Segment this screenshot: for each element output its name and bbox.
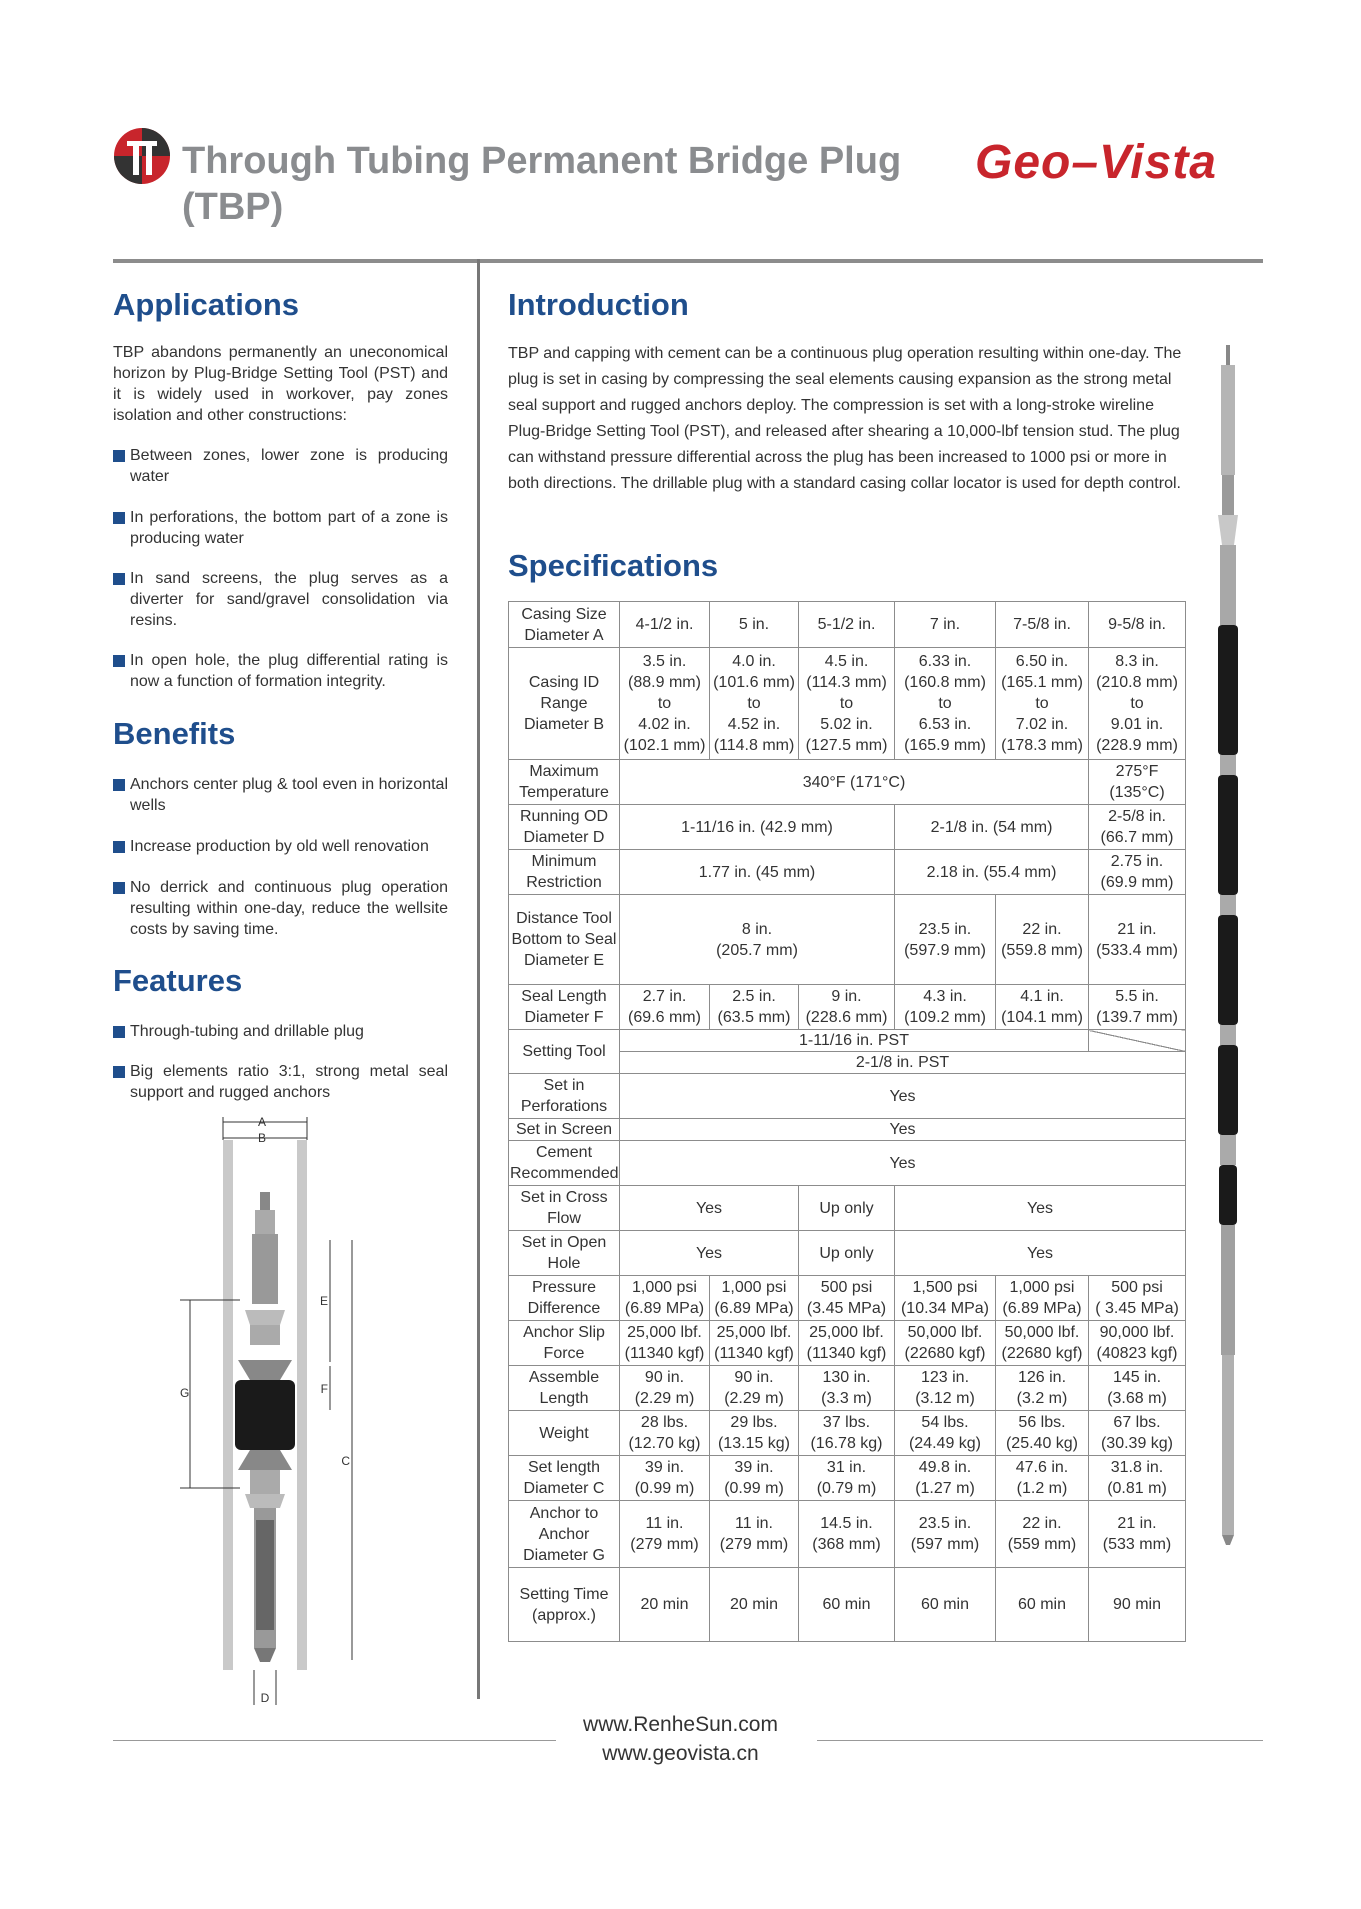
table-row — [509, 850, 1186, 895]
table-cell: Up only — [799, 1186, 895, 1231]
table-row — [509, 1186, 1186, 1231]
table-cell: 31 in. (0.79 m) — [799, 1456, 895, 1501]
table-cell: 5.5 in. (139.7 mm) — [1089, 985, 1186, 1030]
bullet-icon — [113, 1026, 125, 1038]
label-c: C — [341, 1454, 350, 1468]
table-cell: Up only — [799, 1231, 895, 1276]
table-cell: 2.75 in. (69.9 mm) — [1089, 850, 1186, 895]
table-cell: 4.0 in. (101.6 mm) to 4.52 in. (114.8 mm) — [710, 648, 799, 760]
table-cell: 60 min — [895, 1568, 996, 1642]
table-cell: 8 in. (205.7 mm) — [620, 895, 895, 985]
table-cell-empty — [1089, 1030, 1186, 1052]
table-cell: 22 in. (559.8 mm) — [996, 895, 1089, 985]
table-cell: 126 in. (3.2 m) — [996, 1366, 1089, 1411]
row-label: Set length Diameter C — [509, 1456, 620, 1501]
table-cell: 56 lbs. (25.40 kg) — [996, 1411, 1089, 1456]
list-item: In sand screens, the plug serves as a diverter for sand/gravel consolidation via resins. — [113, 568, 448, 631]
footer-url-2[interactable]: www.geovista.cn — [602, 1742, 759, 1765]
table-cell: 1-11/16 in. (42.9 mm) — [620, 805, 895, 850]
table-row — [509, 1501, 1186, 1568]
table-cell: 500 psi ( 3.45 MPa) — [1089, 1276, 1186, 1321]
table-cell: 145 in. (3.68 m) — [1089, 1366, 1186, 1411]
table-cell: 1.77 in. (45 mm) — [620, 850, 895, 895]
row-label: Seal Length Diameter F — [509, 985, 620, 1030]
table-cell: 50,000 lbf. (22680 kgf) — [895, 1321, 996, 1366]
label-f: F — [320, 1382, 328, 1396]
specifications-heading: Specifications — [508, 548, 719, 583]
list-item: In perforations, the bottom part of a zone is producing water — [113, 507, 448, 549]
table-row — [509, 1411, 1186, 1456]
table-cell: Yes — [620, 1141, 1186, 1186]
table-row — [509, 895, 1186, 985]
table-cell: 39 in. (0.99 m) — [620, 1456, 710, 1501]
table-row — [509, 1030, 1186, 1052]
list-item: Through-tubing and drillable plug — [113, 1021, 448, 1042]
page-title: Through Tubing Permanent Bridge Plug (TBP) — [182, 140, 902, 228]
label-b: B — [257, 1131, 267, 1145]
bullet-icon — [113, 450, 125, 462]
table-cell: 20 min — [710, 1568, 799, 1642]
row-label: Weight — [509, 1411, 620, 1456]
label-a: A — [257, 1115, 267, 1129]
row-label: Minimum Restriction — [509, 850, 620, 895]
table-cell: 123 in. (3.12 m) — [895, 1366, 996, 1411]
table-cell: 3.5 in. (88.9 mm) to 4.02 in. (102.1 mm) — [620, 648, 710, 760]
table-cell: 90 in. (2.29 m) — [620, 1366, 710, 1411]
table-row — [509, 602, 1186, 648]
row-label: Casing Size Diameter A — [509, 602, 620, 648]
row-label: Set in Open Hole — [509, 1231, 620, 1276]
table-cell: 29 lbs. (13.15 kg) — [710, 1411, 799, 1456]
table-cell: 39 in. (0.99 m) — [710, 1456, 799, 1501]
applications-intro: TBP abandons permanently an uneconomical horizon by Plug-Bridge Setting Tool (PST) and it is widely used in workover, pay zones isolation and other constructions: — [113, 344, 448, 424]
table-row — [509, 1074, 1186, 1119]
table-cell: 28 lbs. (12.70 kg) — [620, 1411, 710, 1456]
table-cell: 23.5 in. (597.9 mm) — [895, 895, 996, 985]
applications-heading: Applications — [113, 287, 300, 322]
row-label: Maximum Temperature — [509, 760, 620, 805]
table-cell: 25,000 lbf. (11340 kgf) — [620, 1321, 710, 1366]
row-label: Assemble Length — [509, 1366, 620, 1411]
table-cell: 11 in. (279 mm) — [710, 1501, 799, 1568]
header-divider — [113, 259, 1263, 263]
row-label: Set in Screen — [509, 1119, 620, 1141]
table-cell: 340°F (171°C) — [620, 760, 1089, 805]
bullet-icon — [113, 655, 125, 667]
table-cell: 47.6 in. (1.2 m) — [996, 1456, 1089, 1501]
table-cell: 6.33 in. (160.8 mm) to 6.53 in. (165.9 mm) — [895, 648, 996, 760]
table-cell: 23.5 in. (597 mm) — [895, 1501, 996, 1568]
table-cell: 60 min — [799, 1568, 895, 1642]
table-cell: 21 in. (533 mm) — [1089, 1501, 1186, 1568]
list-item: Anchors center plug & tool even in horizontal wells — [113, 774, 448, 816]
table-cell: 500 psi (3.45 MPa) — [799, 1276, 895, 1321]
table-cell: 37 lbs. (16.78 kg) — [799, 1411, 895, 1456]
introduction-heading: Introduction — [508, 287, 689, 322]
table-cell: 2.5 in. (63.5 mm) — [710, 985, 799, 1030]
table-cell: 1,000 psi (6.89 MPa) — [620, 1276, 710, 1321]
company-logo — [113, 127, 171, 185]
table-cell: 21 in. (533.4 mm) — [1089, 895, 1186, 985]
table-cell: 2.18 in. (55.4 mm) — [895, 850, 1089, 895]
table-cell: Yes — [620, 1074, 1186, 1119]
table-cell: 11 in. (279 mm) — [620, 1501, 710, 1568]
table-cell: 60 min — [996, 1568, 1089, 1642]
table-cell: 50,000 lbf. (22680 kgf) — [996, 1321, 1089, 1366]
table-cell: Yes — [620, 1119, 1186, 1141]
table-row — [509, 1568, 1186, 1642]
bullet-icon — [113, 573, 125, 585]
row-label: Anchor to Anchor Diameter G — [509, 1501, 620, 1568]
table-row — [509, 1119, 1186, 1141]
list-item: Between zones, lower zone is producing water — [113, 445, 448, 487]
table-row — [509, 1456, 1186, 1501]
table-row — [509, 1321, 1186, 1366]
table-cell: 7-5/8 in. — [996, 602, 1089, 648]
row-label: Set in Perforations — [509, 1074, 620, 1119]
table-cell: 7 in. — [895, 602, 996, 648]
row-label: Running OD Diameter D — [509, 805, 620, 850]
table-row — [509, 985, 1186, 1030]
table-cell: 90,000 lbf. (40823 kgf) — [1089, 1321, 1186, 1366]
table-row — [509, 805, 1186, 850]
table-cell: 25,000 lbf. (11340 kgf) — [799, 1321, 895, 1366]
list-item: Big elements ratio 3:1, strong metal seal support and rugged anchors — [113, 1061, 448, 1103]
specifications-table — [508, 601, 1186, 1642]
table-cell: 49.8 in. (1.27 m) — [895, 1456, 996, 1501]
table-cell: 9-5/8 in. — [1089, 602, 1186, 648]
table-cell: Yes — [895, 1231, 1186, 1276]
table-cell: 2-5/8 in. (66.7 mm) — [1089, 805, 1186, 850]
table-cell: Yes — [620, 1231, 799, 1276]
table-cell: 6.50 in. (165.1 mm) to 7.02 in. (178.3 mm) — [996, 648, 1089, 760]
table-cell: Yes — [895, 1186, 1186, 1231]
table-cell: 8.3 in. (210.8 mm) to 9.01 in. (228.9 mm) — [1089, 648, 1186, 760]
bullet-icon — [113, 841, 125, 853]
features-heading: Features — [113, 963, 243, 998]
row-label: Setting Time (approx.) — [509, 1568, 620, 1642]
table-cell: 54 lbs. (24.49 kg) — [895, 1411, 996, 1456]
benefits-heading: Benefits — [113, 716, 236, 751]
table-cell: 90 min — [1089, 1568, 1186, 1642]
table-cell: 4-1/2 in. — [620, 602, 710, 648]
introduction-text: TBP and capping with cement can be a continuous plug operation resulting within one-day. The plug is set in casing by compressing the seal elements causing expansion as the strong metal seal support and rugged anchors deploy. The compression is set with a long-stroke wireline Plug-Bridge Setting Tool (PST), and released after shearing a 10,000-lbf tension stud. The plug can withstand pressure differential across the plug has been increased to 1000 psi or more in both directions. The drillable plug with a standard casing collar locator is used for depth control. — [508, 345, 1182, 492]
table-cell: 20 min — [620, 1568, 710, 1642]
table-cell: 1,500 psi (10.34 MPa) — [895, 1276, 996, 1321]
table-row — [509, 1276, 1186, 1321]
table-row — [509, 1231, 1186, 1276]
bullet-icon — [113, 1066, 125, 1078]
tool-photo — [1208, 345, 1248, 1545]
column-divider — [477, 259, 480, 1699]
bullet-icon — [113, 882, 125, 894]
table-cell: 90 in. (2.29 m) — [710, 1366, 799, 1411]
table-cell: 1,000 psi (6.89 MPa) — [996, 1276, 1089, 1321]
brand-logo: Geo–Vista — [975, 136, 1217, 189]
table-cell: 275°F (135°C) — [1089, 760, 1186, 805]
table-cell: 9 in. (228.6 mm) — [799, 985, 895, 1030]
row-label: Anchor Slip Force — [509, 1321, 620, 1366]
table-cell: 4.1 in. (104.1 mm) — [996, 985, 1089, 1030]
bullet-icon — [113, 779, 125, 791]
list-item: Increase production by old well renovation — [113, 836, 448, 857]
row-label: Distance Tool Bottom to Seal Diameter E — [509, 895, 620, 985]
row-label: Set in Cross Flow — [509, 1186, 620, 1231]
row-label: Setting Tool — [509, 1030, 620, 1074]
label-g: G — [180, 1386, 190, 1400]
table-cell: 130 in. (3.3 m) — [799, 1366, 895, 1411]
table-cell: 4.5 in. (114.3 mm) to 5.02 in. (127.5 mm) — [799, 648, 895, 760]
table-cell: 4.3 in. (109.2 mm) — [895, 985, 996, 1030]
row-label: Cement Recommended — [509, 1141, 620, 1186]
table-cell: 2.7 in. (69.6 mm) — [620, 985, 710, 1030]
footer-url-1[interactable]: www.RenheSun.com — [583, 1713, 778, 1736]
table-cell: 5-1/2 in. — [799, 602, 895, 648]
list-item: No derrick and continuous plug operation resulting within one-day, reduce the wellsite costs by saving time. — [113, 877, 448, 940]
table-cell: 67 lbs. (30.39 kg) — [1089, 1411, 1186, 1456]
table-cell: 31.8 in. (0.81 m) — [1089, 1456, 1186, 1501]
table-cell: 1-11/16 in. PST — [620, 1030, 1089, 1052]
table-row — [509, 648, 1186, 760]
table-cell: 1,000 psi (6.89 MPa) — [710, 1276, 799, 1321]
table-cell: 2-1/8 in. PST — [620, 1052, 1186, 1074]
label-e: E — [319, 1294, 328, 1308]
table-cell: 25,000 lbf. (11340 kgf) — [710, 1321, 799, 1366]
table-row — [509, 1366, 1186, 1411]
table-row — [509, 760, 1186, 805]
table-cell: 5 in. — [710, 602, 799, 648]
label-d: D — [260, 1691, 270, 1705]
table-cell: 14.5 in. (368 mm) — [799, 1501, 895, 1568]
table-cell: Yes — [620, 1186, 799, 1231]
row-label: Casing ID Range Diameter B — [509, 648, 620, 760]
bullet-icon — [113, 512, 125, 524]
table-cell: 22 in. (559 mm) — [996, 1501, 1089, 1568]
table-cell: 2-1/8 in. (54 mm) — [895, 805, 1089, 850]
table-row — [509, 1141, 1186, 1186]
tool-schematic — [180, 1110, 380, 1710]
list-item: In open hole, the plug differential rating is now a function of formation integrity. — [113, 650, 448, 692]
row-label: Pressure Difference — [509, 1276, 620, 1321]
